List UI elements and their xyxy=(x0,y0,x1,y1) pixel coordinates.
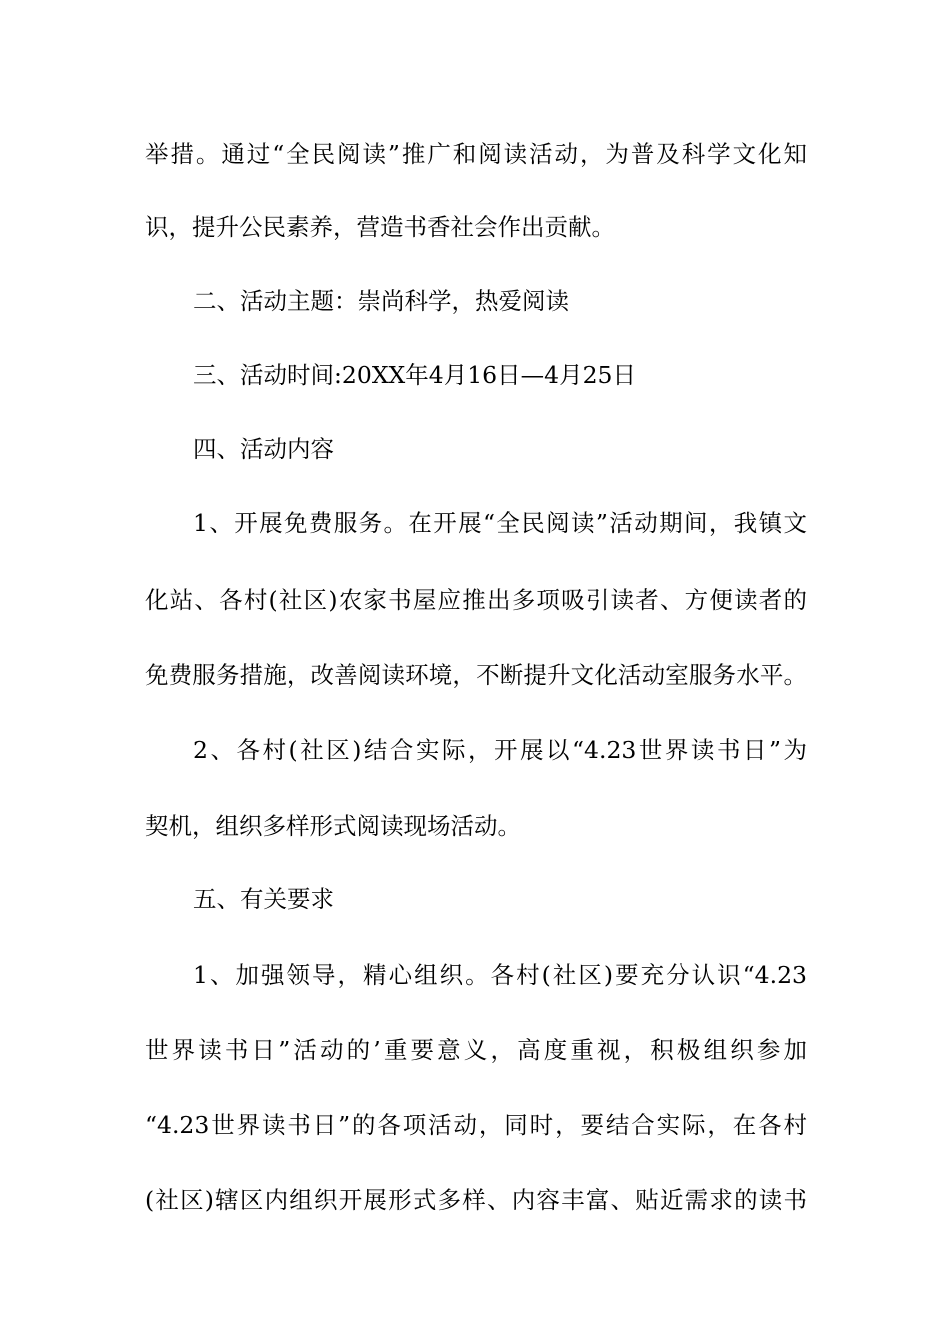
text-line: 1、加强领导，精心组织。各村(社区)要充分认识“4.23 xyxy=(193,961,807,989)
text-line: 化站、各村(社区)农家书屋应推出多项吸引读者、方便读者的 xyxy=(145,586,807,614)
section-heading: 二、活动主题：崇尚科学，热爱阅读 xyxy=(193,287,569,315)
text-line: 2、各村(社区)结合实际，开展以“4.23世界读书日”为 xyxy=(193,736,807,764)
text-line: 契机，组织多样形式阅读现场活动。 xyxy=(145,812,521,840)
text-line: 1、开展免费服务。在开展“全民阅读”活动期间，我镇文 xyxy=(193,509,807,537)
text-line: 举措。通过“全民阅读”推广和阅读活动，为普及科学文化知 xyxy=(145,140,807,168)
section-heading: 四、活动内容 xyxy=(193,435,334,463)
text-line: (社区)辖区内组织开展形式多样、内容丰富、贴近需求的读书 xyxy=(145,1186,807,1214)
text-line: 识，提升公民素养，营造书香社会作出贡献。 xyxy=(145,213,615,241)
section-heading: 五、有关要求 xyxy=(193,885,334,913)
section-heading: 三、活动时间:20XX年4月16日—4月25日 xyxy=(193,361,636,389)
text-line: 免费服务措施，改善阅读环境，不断提升文化活动室服务水平。 xyxy=(145,661,807,689)
text-line: “4.23世界读书日”的各项活动，同时，要结合实际，在各村 xyxy=(145,1111,807,1139)
text-line: 世界读书日”活动的’重要意义，高度重视，积极组织参加 xyxy=(145,1036,807,1064)
